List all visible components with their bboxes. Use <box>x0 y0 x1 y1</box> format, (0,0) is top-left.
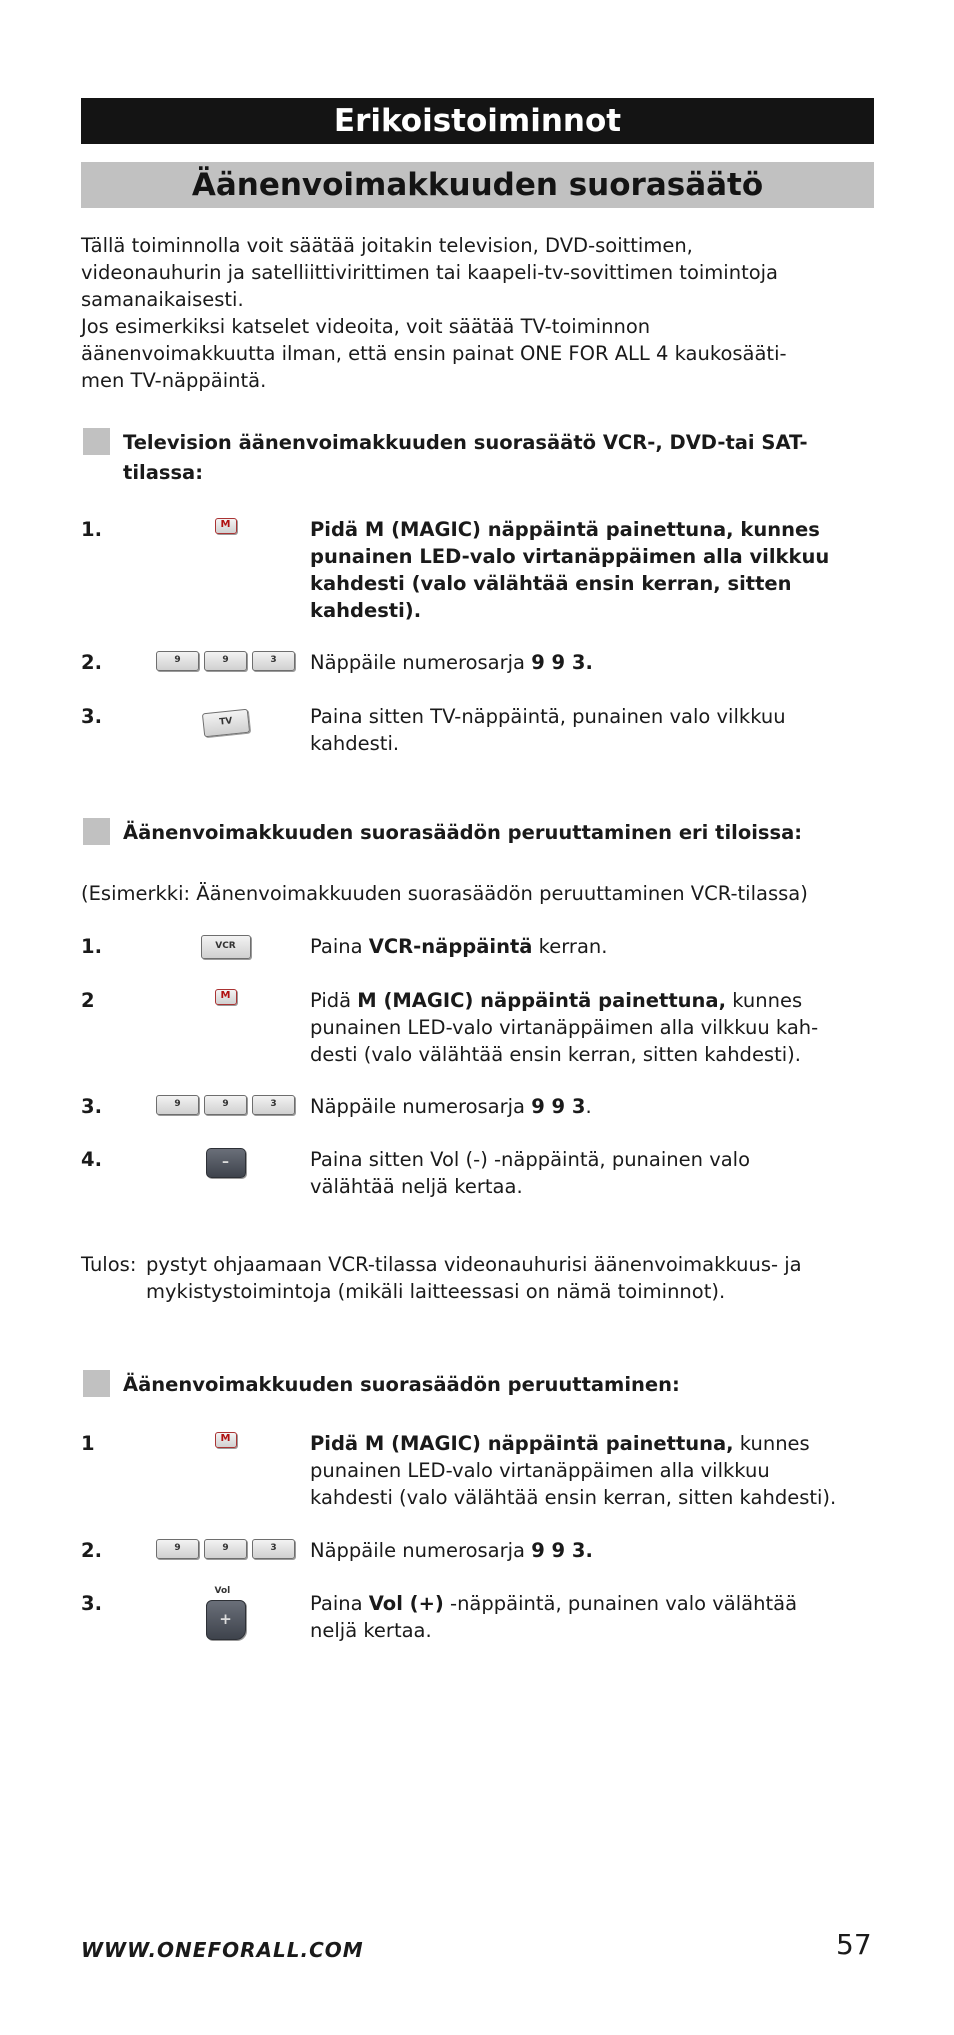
digit-key-icon: 9 <box>156 1095 199 1115</box>
result-label: Tulos: <box>81 1253 137 1276</box>
step-text-line: kahdesti). <box>310 599 422 622</box>
step-text-bold: M (MAGIC) näppäintä painettuna, <box>357 989 726 1012</box>
intro-line: Jos esimerkiksi katselet videoita, voit säätää TV-toiminnon <box>81 315 651 338</box>
section2-heading <box>83 818 883 848</box>
step-text-line: kahdesti (valo välähtää ensin kerran, sitten <box>310 572 792 595</box>
result-line: pystyt ohjaamaan VCR-tilassa videonauhurisi äänenvoimakkuus- ja <box>146 1253 802 1276</box>
step-text <box>310 1537 870 1564</box>
step-text-line: Paina sitten Vol (-) -näppäintä, punainen valo <box>310 1148 751 1171</box>
step-text-plain: kunnes <box>726 989 803 1012</box>
result-line: mykistystoimintoja (mikäli laitteessasi on nämä toiminnot). <box>146 1280 726 1303</box>
step-text-plain: . <box>585 1095 592 1118</box>
intro-paragraph <box>81 232 871 394</box>
section-title-banner <box>81 98 874 144</box>
step-number: 1. <box>81 935 102 958</box>
step-text-line: punainen LED-valo virtanäppäimen alla vilkkuu <box>310 1459 770 1482</box>
step-number: 1. <box>81 518 102 541</box>
section1-heading-line: Television äänenvoimakkuuden suorasäätö VCR-, DVD-tai SAT- <box>123 431 808 454</box>
step-text <box>310 933 870 960</box>
step-number: 2. <box>81 651 102 674</box>
step-keys <box>133 1148 318 1174</box>
section1-heading-line: tilassa: <box>123 461 204 484</box>
step-text-bold: 9 9 3. <box>531 651 593 674</box>
step-keys <box>133 1432 318 1458</box>
digit-key-icon: 3 <box>252 1095 295 1115</box>
page-number: 57 <box>836 1928 872 1961</box>
step-keys <box>133 1539 318 1565</box>
step-text-plain: Näppäile numerosarja <box>310 1539 532 1562</box>
step-number: 2. <box>81 1539 102 1562</box>
step-keys <box>133 1586 318 1628</box>
magic-key-icon: M <box>215 989 237 1005</box>
digit-key-icon: 9 <box>204 651 247 671</box>
step-text-line: kahdesti. <box>310 732 400 755</box>
step-text-line: kahdesti (valo välähtää ensin kerran, sitten kahdesti). <box>310 1486 837 1509</box>
step-text <box>310 1146 870 1200</box>
step-keys <box>133 518 318 544</box>
plus-symbol: + <box>219 1610 232 1628</box>
step-text <box>310 1430 870 1511</box>
intro-line: videonauhurin ja satelliittivirittimen tai kaapeli-tv-sovittimen toimintoja <box>81 261 779 284</box>
vol-minus-key-icon: – <box>206 1148 246 1178</box>
step-text-bold: Vol (+) <box>368 1592 444 1615</box>
digit-key-icon: 9 <box>204 1095 247 1115</box>
intro-line: samanaikaisesti. <box>81 288 244 311</box>
section3-heading <box>83 1370 883 1400</box>
step-number: 3. <box>81 1095 102 1118</box>
section2-heading-text: Äänenvoimakkuuden suorasäädön peruuttaminen eri tiloissa: <box>123 821 803 844</box>
intro-line: Tällä toiminnolla voit säätää joitakin television, DVD-soittimen, <box>81 234 693 257</box>
step-text-line: punainen LED-valo virtanäppäimen alla vilkkuu <box>310 545 830 568</box>
step-text-plain: Näppäile numerosarja <box>310 651 532 674</box>
intro-line: äänenvoimakkuutta ilman, että ensin painat ONE FOR ALL 4 kaukosääti- <box>81 342 787 365</box>
tv-key-icon: TV <box>201 709 249 738</box>
footer-url: WWW.ONEFORALL.COM <box>81 1938 364 1962</box>
step-keys <box>133 711 318 737</box>
step-text-bold: 9 9 3 <box>531 1095 586 1118</box>
magic-key-icon: M <box>215 518 237 534</box>
square-bullet-icon <box>83 1370 110 1397</box>
digit-key-icon: 9 <box>156 1539 199 1559</box>
digit-key-icon: 3 <box>252 1539 295 1559</box>
vol-plus-key-icon <box>206 1586 246 1640</box>
section3-heading-text: Äänenvoimakkuuden suorasäädön peruuttaminen: <box>123 1373 680 1396</box>
section-title: Erikoistoiminnot <box>333 103 622 139</box>
step-text <box>310 1093 870 1120</box>
square-bullet-icon <box>83 818 110 845</box>
subtitle-banner <box>81 162 874 208</box>
step-text <box>310 703 870 757</box>
intro-line: men TV-näppäintä. <box>81 369 267 392</box>
step-text-plain: Näppäile numerosarja <box>310 1095 532 1118</box>
step-text-plain: Paina <box>310 935 369 958</box>
step-text-line: Pidä M (MAGIC) näppäintä painettuna, kunnes <box>310 518 820 541</box>
step-number: 3. <box>81 705 102 728</box>
square-bullet-icon <box>83 428 110 455</box>
vol-label: Vol <box>214 1586 231 1596</box>
step-text-plain: -näppäintä, punainen valo välähtää <box>443 1592 798 1615</box>
step-number: 1 <box>81 1432 95 1455</box>
step-text <box>310 649 870 676</box>
step-text-line: punainen LED-valo virtanäppäimen alla vilkkuu kah- <box>310 1016 819 1039</box>
step-text-bold: VCR-näppäintä <box>368 935 533 958</box>
step-number: 4. <box>81 1148 102 1171</box>
step-text-plain: Paina <box>310 1592 369 1615</box>
step-text-line: välähtää neljä kertaa. <box>310 1175 523 1198</box>
step-text <box>310 987 870 1068</box>
step-keys <box>133 989 318 1015</box>
step-text-bold: Pidä M (MAGIC) näppäintä painettuna, <box>310 1432 734 1455</box>
section2-example: (Esimerkki: Äänenvoimakkuuden suorasäädön peruuttaminen VCR-tilassa) <box>81 882 808 905</box>
digit-key-icon: 9 <box>156 651 199 671</box>
step-text-line: neljä kertaa. <box>310 1619 432 1642</box>
step-number: 2 <box>81 989 95 1012</box>
page-subtitle: Äänenvoimakkuuden suorasäätö <box>191 167 764 203</box>
step-number: 3. <box>81 1592 102 1615</box>
magic-key-icon: M <box>215 1432 237 1448</box>
step-text-plain: kerran. <box>532 935 608 958</box>
step-text-line: Paina sitten TV-näppäintä, punainen valo vilkkuu <box>310 705 786 728</box>
step-text-plain: kunnes <box>733 1432 810 1455</box>
vcr-key-icon: VCR <box>201 935 251 959</box>
section1-heading <box>83 428 883 488</box>
step-text <box>310 1590 870 1644</box>
step-keys <box>133 1095 318 1121</box>
step-text-line: desti (valo välähtää ensin kerran, sitten kahdesti). <box>310 1043 801 1066</box>
step-text-bold: 9 9 3. <box>531 1539 593 1562</box>
digit-key-icon: 9 <box>204 1539 247 1559</box>
step-text <box>310 516 870 624</box>
step-text-plain: Pidä <box>310 989 358 1012</box>
step-keys <box>133 935 318 961</box>
step-keys <box>133 651 318 677</box>
digit-key-icon: 3 <box>252 651 295 671</box>
